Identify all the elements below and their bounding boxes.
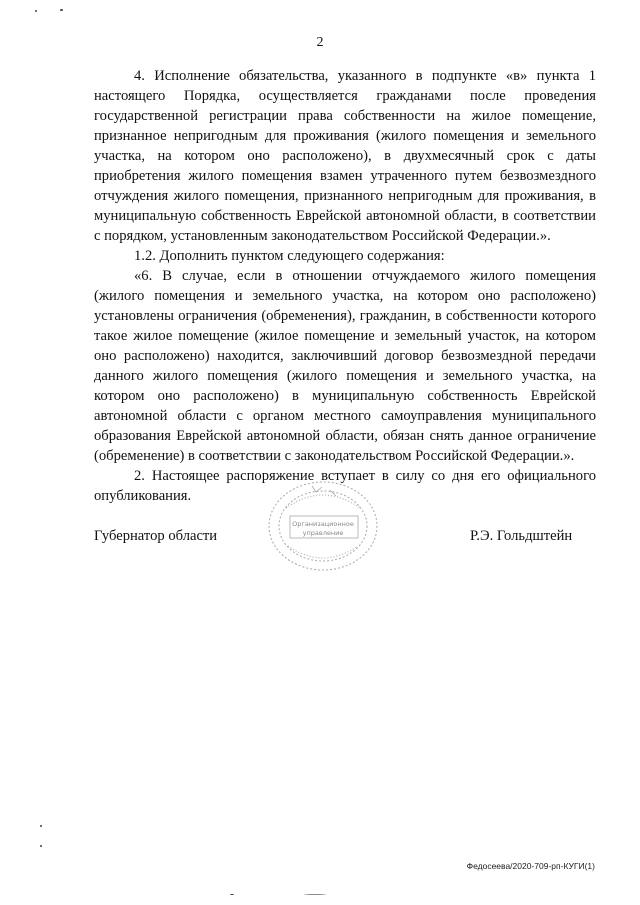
paragraph-entry-into-force: 2. Настоящее распоряжение вступает в силу со дня его официального опубликования. <box>94 468 596 504</box>
scan-speck <box>35 10 37 12</box>
signatory-title: Губернатор области <box>94 528 218 544</box>
scan-speck <box>304 894 326 895</box>
scan-speck <box>40 845 42 847</box>
stamp-text-line3: управление <box>302 529 344 537</box>
paragraph-amendment-1-2: 1.2. Дополнить пунктом следующего содержания: <box>134 248 445 264</box>
document-body <box>94 66 596 506</box>
signatory-name: Р.Э. Гольдштейн <box>470 528 573 544</box>
official-stamp-icon <box>264 478 382 574</box>
scan-speck <box>60 9 63 11</box>
stamp-text-line2: Организационное <box>292 520 354 528</box>
scan-speck <box>40 825 42 827</box>
paragraph-item-6: «6. В случае, если в отношении отчуждаемого жилого помещения (жилого помещения и земельного участка, на котором оно расположено) установлены ограничения (обременения), гражданин, в собственности которого такое жилое помещение (жилое помещение и земельный участок, на котором оно расположено) находится, заключивший договор безвозмездной передачи данного жилого помещения (жилого помещения и земельного участка, на котором оно расположено) в муниципальную собственность Еврейской автономной области с органом местного самоуправления муниципального образования Еврейской автономной области, обязан снять данное ограничение (обременение) в соответствии с законодательством Российской Федерации.». <box>94 268 596 464</box>
scan-speck <box>230 894 234 895</box>
paragraph-item-4: 4. Исполнение обязательства, указанного в подпункте «в» пункта 1 настоящего Порядка, осуществляется гражданами после проведения государственной регистрации права собственности на жилое помещение, признанное непригодным для проживания (жилого помещения и земельного участка, на котором оно расположено), в двухмесячный срок с даты приобретения жилого помещения взамен утраченного путем безвозмездного отчуждения жилого помещения, признанного непригодным для проживания, в муниципальную собственность Еврейской автономной области, в соответствии с порядком, установленным законодательством Российской Федерации.». <box>94 68 596 244</box>
document-reference: Федосеева/2020-709-рп-КУГИ(1) <box>466 861 595 871</box>
page-number: 2 <box>316 35 324 50</box>
